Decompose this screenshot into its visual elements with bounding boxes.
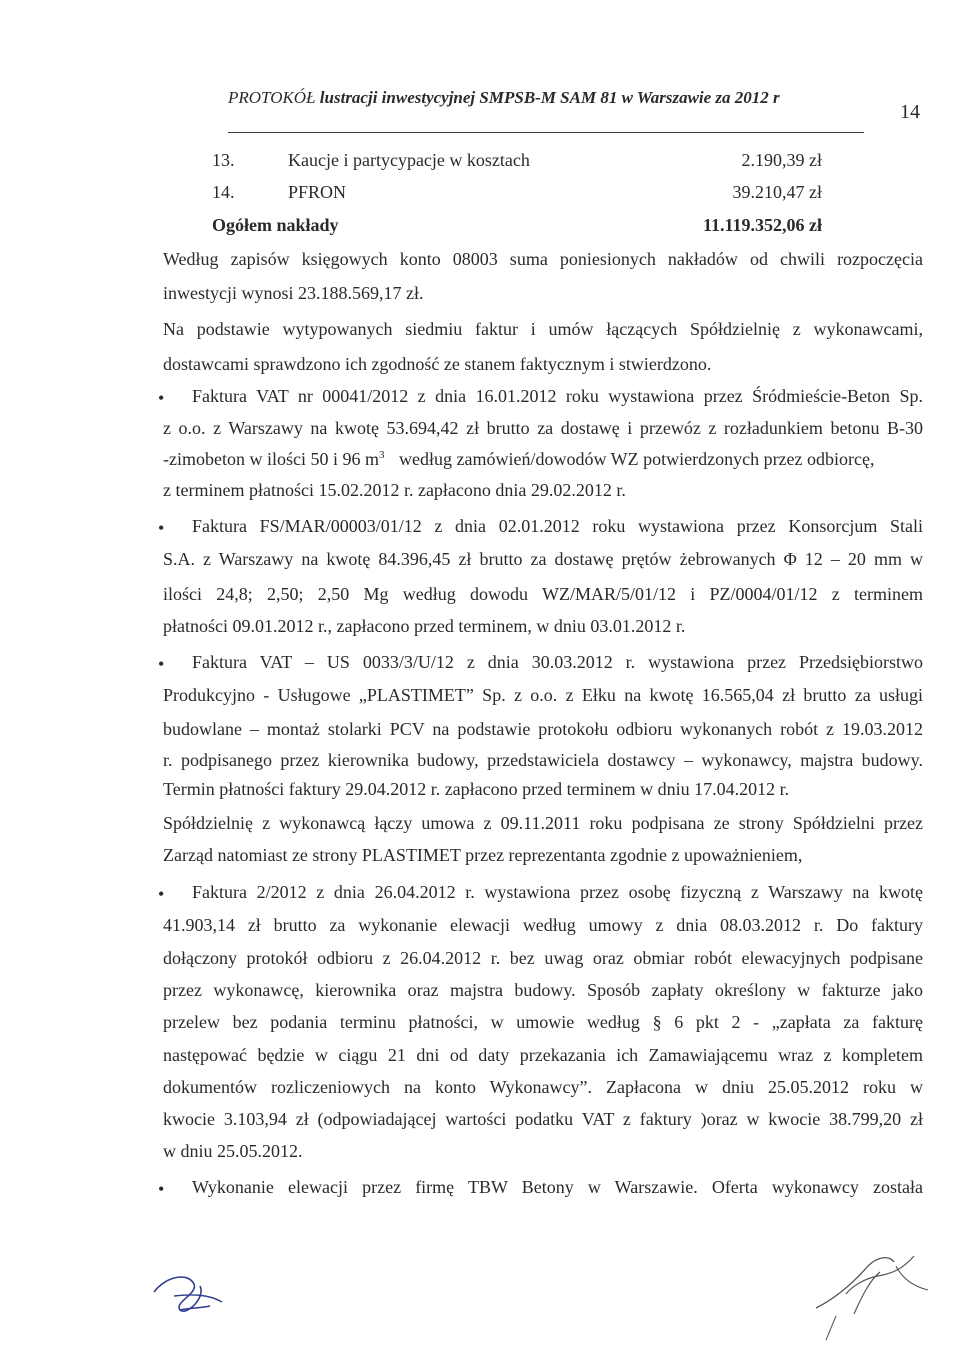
cost-row-number: 13. bbox=[212, 150, 235, 170]
paragraph-line: Faktura VAT – US 0033/3/U/12 z dnia 30.03.2012 r. wystawiona przez Przedsiębiorstwo bbox=[192, 652, 923, 672]
header-rule bbox=[228, 132, 864, 133]
signature-right bbox=[796, 1236, 936, 1348]
cost-row bbox=[212, 150, 822, 178]
paragraph-line: z terminem płatności 15.02.2012 r. zapłacono dnia 29.02.2012 r. bbox=[163, 480, 626, 500]
paragraph-line: Zarząd natomiast ze strony PLASTIMET przez reprezentanta zgodnie z upoważnieniem, bbox=[163, 845, 803, 865]
header-prefix: PROTOKÓŁ bbox=[228, 88, 316, 107]
paragraph-line: przelew bez podania terminu płatności, w umowie według § 6 pkt 2 - „zapłata za fakturę bbox=[163, 1012, 923, 1032]
paragraph-line: Faktura FS/MAR/00003/01/12 z dnia 02.01.2012 roku wystawiona przez Konsorcjum Stali bbox=[192, 516, 923, 536]
paragraph-line: S.A. z Warszawy na kwotę 84.396,45 zł brutto za dostawę prętów żebrowanych Φ 12 – 20 mm w bbox=[163, 549, 923, 569]
cost-row-amount: 39.210,47 zł bbox=[732, 182, 822, 202]
cost-total-amount: 11.119.352,06 zł bbox=[702, 215, 822, 235]
bullet-marker bbox=[158, 514, 168, 524]
paragraph-line: Według zapisów księgowych konto 08003 suma poniesionych nakładów od chwili rozpoczęcia bbox=[163, 249, 923, 269]
cost-total-label: Ogółem nakłady bbox=[212, 215, 339, 235]
page-header bbox=[228, 88, 958, 108]
paragraph-line: 41.903,14 zł brutto za wykonanie elewacji według umowy z dnia 08.03.2012 r. Do faktury bbox=[163, 915, 923, 935]
superscript: 3 bbox=[378, 449, 385, 461]
bullet-marker bbox=[158, 1175, 168, 1185]
paragraph-line: kwocie 3.103,94 zł (odpowiadającej wartości podatku VAT z faktury )oraz w kwocie 38.799,20 zł bbox=[163, 1109, 923, 1129]
cost-row bbox=[212, 182, 822, 210]
cost-row-amount: 2.190,39 zł bbox=[741, 150, 822, 170]
signature-left bbox=[140, 1268, 240, 1328]
paragraph-line: Faktura VAT nr 00041/2012 z dnia 16.01.2012 roku wystawiona przez Śródmieście-Beton Sp. bbox=[192, 386, 923, 406]
paragraph-line: Faktura 2/2012 z dnia 26.04.2012 r. wystawiona przez osobę fizyczną z Warszawy na kwotę bbox=[192, 882, 923, 902]
paragraph-line: inwestycji wynosi 23.188.569,17 zł. bbox=[163, 283, 424, 303]
paragraph-line: w dniu 25.05.2012. bbox=[163, 1141, 303, 1161]
paragraph-line: ilości 24,8; 2,50; 2,50 Mg według dowodu WZ/MAR/5/01/12 i PZ/0004/01/12 z terminem bbox=[163, 584, 923, 604]
cost-row-number: 14. bbox=[212, 182, 235, 202]
paragraph-line: Wykonanie elewacji przez firmę TBW Betony w Warszawie. Oferta wykonawcy została bbox=[192, 1177, 923, 1197]
paragraph-line: r. podpisanego przez kierownika budowy, przedstawiciela dostawcy – wykonawcy, majstra budowy. bbox=[163, 750, 923, 770]
line-text: -zimobeton w ilości 50 i 96 m bbox=[163, 449, 379, 469]
paragraph-line: z o.o. z Warszawy na kwotę 53.694,42 zł brutto za dostawę i przewóz z rozładunkiem betonu B-30 bbox=[163, 418, 923, 438]
paragraph-line: Na podstawie wytypowanych siedmiu faktur i umów łączących Spółdzielnię z wykonawcami, bbox=[163, 319, 923, 339]
cost-row-label: PFRON bbox=[288, 182, 347, 202]
paragraph-line: dokumentów rozliczeniowych na konto Wykonawcy”. Zapłacona w dniu 25.05.2012 roku w bbox=[163, 1077, 923, 1097]
paragraph-line: przez wykonawcę, kierownika oraz majstra budowy. Sposób zapłaty określony w fakturze jako bbox=[163, 980, 923, 1000]
page-number: 14 bbox=[900, 101, 920, 123]
paragraph-line: Spółdzielnię z wykonawcą łączy umowa z 09.11.2011 roku podpisana ze strony Spółdzielni przez bbox=[163, 813, 923, 833]
paragraph-line: dostawcami sprawdzono ich zgodność ze stanem faktycznym i stwierdzono. bbox=[163, 354, 712, 374]
paragraph-line: dołączony protokół odbioru z 26.04.2012 r. bez uwag oraz obmiar robót elewacyjnych podpisane bbox=[163, 948, 923, 968]
paragraph-line: Produkcyjno - Usługowe „PLASTIMET” Sp. z o.o. z Ełku na kwotę 16.565,04 zł brutto za usługi bbox=[163, 685, 923, 705]
paragraph-line: płatności 09.01.2012 r., zapłacono przed terminem, w dniu 03.01.2012 r. bbox=[163, 616, 686, 636]
cost-row-label: Kaucje i partycypacje w kosztach bbox=[288, 150, 530, 170]
bullet-marker bbox=[158, 880, 168, 890]
paragraph-line: Termin płatności faktury 29.04.2012 r. zapłacono przed terminem w dniu 17.04.2012 r. bbox=[163, 779, 790, 799]
bullet-marker bbox=[158, 384, 168, 394]
line-text: według zamówień/dowodów WZ potwierdzonych przez odbiorcę, bbox=[398, 449, 875, 469]
paragraph-line bbox=[163, 445, 923, 473]
paragraph-line: następować będzie w ciągu 21 dni od daty przekazania ich Zamawiającemu wraz z kompletem bbox=[163, 1045, 923, 1065]
cost-total-row bbox=[212, 215, 822, 243]
paragraph-line: budowlane – montaż stolarki PCV na podstawie protokołu odbioru wykonanych robót z 19.03.2012 bbox=[163, 719, 923, 739]
bullet-marker bbox=[158, 650, 168, 660]
header-title: lustracji inwestycyjnej SMPSB-M SAM 81 w Warszawie za 2012 r bbox=[319, 88, 780, 107]
